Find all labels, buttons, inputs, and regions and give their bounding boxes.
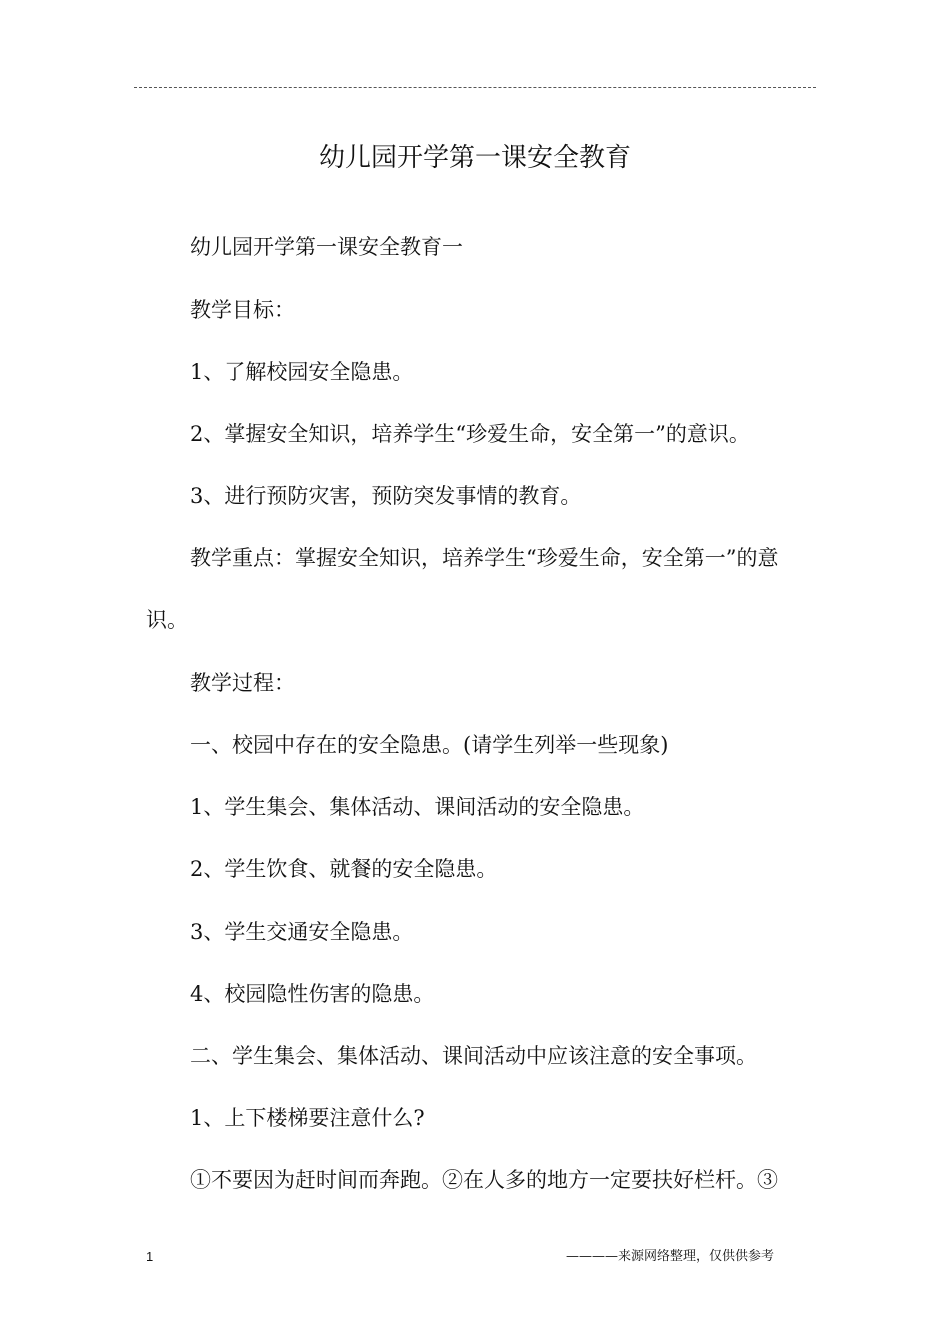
paragraph-hazard-2: 2、学生饮食、就餐的安全隐患。	[190, 857, 498, 881]
paragraph-part-two: 二、学生集会、集体活动、课间活动中应该注意的安全事项。	[190, 1044, 757, 1068]
paragraph-key-points: 教学重点：掌握安全知识，培养学生“珍爱生命，安全第一”的意识。	[146, 546, 779, 632]
page-number: 1	[146, 1249, 154, 1264]
paragraph-hazard-1: 1、学生集会、集体活动、课间活动的安全隐患。	[190, 795, 645, 819]
paragraph-process-label: 教学过程：	[190, 671, 295, 695]
paragraph-hazard-3: 3、学生交通安全隐患。	[190, 920, 414, 944]
paragraph-question-1: 1、上下楼梯要注意什么?	[190, 1106, 425, 1130]
header-rule	[134, 87, 816, 88]
paragraph-objective-1: 1、了解校园安全隐患。	[190, 360, 414, 384]
paragraph-objective-2: 2、掌握安全知识，培养学生“珍爱生命，安全第一”的意识。	[190, 422, 750, 446]
paragraph-section-heading: 幼儿园开学第一课安全教育一	[190, 235, 463, 259]
paragraph-answer-1: ①不要因为赶时间而奔跑。②在人多的地方一定要扶好栏杆。③	[190, 1168, 778, 1192]
document-title: 幼儿园开学第一课安全教育	[318, 143, 631, 173]
paragraph-part-one: 一、校园中存在的安全隐患。(请学生列举一些现象)	[190, 733, 669, 757]
footer-note: ————来源网络整理，仅供供参考	[565, 1249, 774, 1264]
paragraph-objectives-label: 教学目标：	[190, 298, 295, 322]
paragraph-hazard-4: 4、校园隐性伤害的隐患。	[190, 982, 435, 1006]
paragraph-objective-3: 3、进行预防灾害，预防突发事情的教育。	[190, 484, 582, 508]
